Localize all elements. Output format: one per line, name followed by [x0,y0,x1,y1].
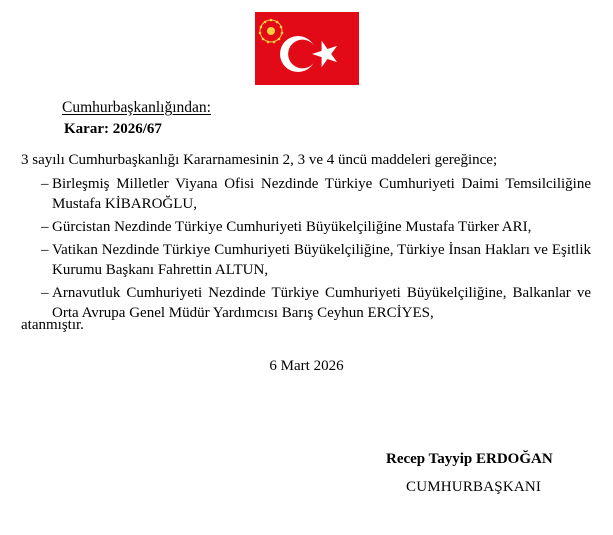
dash-bullet: – [41,219,49,235]
signer-title: CUMHURBAŞKANI [406,479,542,495]
flag-emblem-icon [255,12,359,85]
issuer-heading: Cumhurbaşkanlığından: [62,99,211,116]
decision-number: Karar: 2026/67 [64,121,162,137]
appointment-list [21,174,591,326]
signer-name: Recep Tayyip ERDOĞAN [386,451,553,467]
appointment-text: Vatikan Nezdinde Türkiye Cumhuriyeti Büyükelçiliğine, Türkiye İnsan Hakları ve Eşitlik Kurumu Başkanı Fahrettin ALTUN, [52,242,591,278]
closing-text: atanmıştır. [21,317,84,333]
appointment-text: Birleşmiş Milletler Viyana Ofisi Nezdinde Türkiye Cumhuriyeti Daimi Temsilciliğine Mustafa KİBAROĞLU, [52,176,591,212]
list-item [21,174,591,214]
list-item [21,240,591,280]
list-item [21,217,591,237]
appointment-text: Arnavutluk Cumhuriyeti Nezdinde Türkiye Cumhuriyeti Büyükelçiliğine, Balkanlar ve Orta Avrupa Genel Müdür Yardımcısı Barış Ceyhun ERCİYES, [52,285,591,321]
appointment-text: Gürcistan Nezdinde Türkiye Cumhuriyeti Büyükelçiliğine Mustafa Türker ARI, [52,219,532,235]
dash-bullet: – [41,285,49,301]
list-item [21,283,591,323]
dash-bullet: – [41,242,49,258]
decree-date: 6 Mart 2026 [269,358,344,374]
intro-paragraph: 3 sayılı Cumhurbaşkanlığı Kararnamesinin 2, 3 ve 4 üncü maddeleri gereğince; [21,152,498,168]
dash-bullet: – [41,176,49,192]
